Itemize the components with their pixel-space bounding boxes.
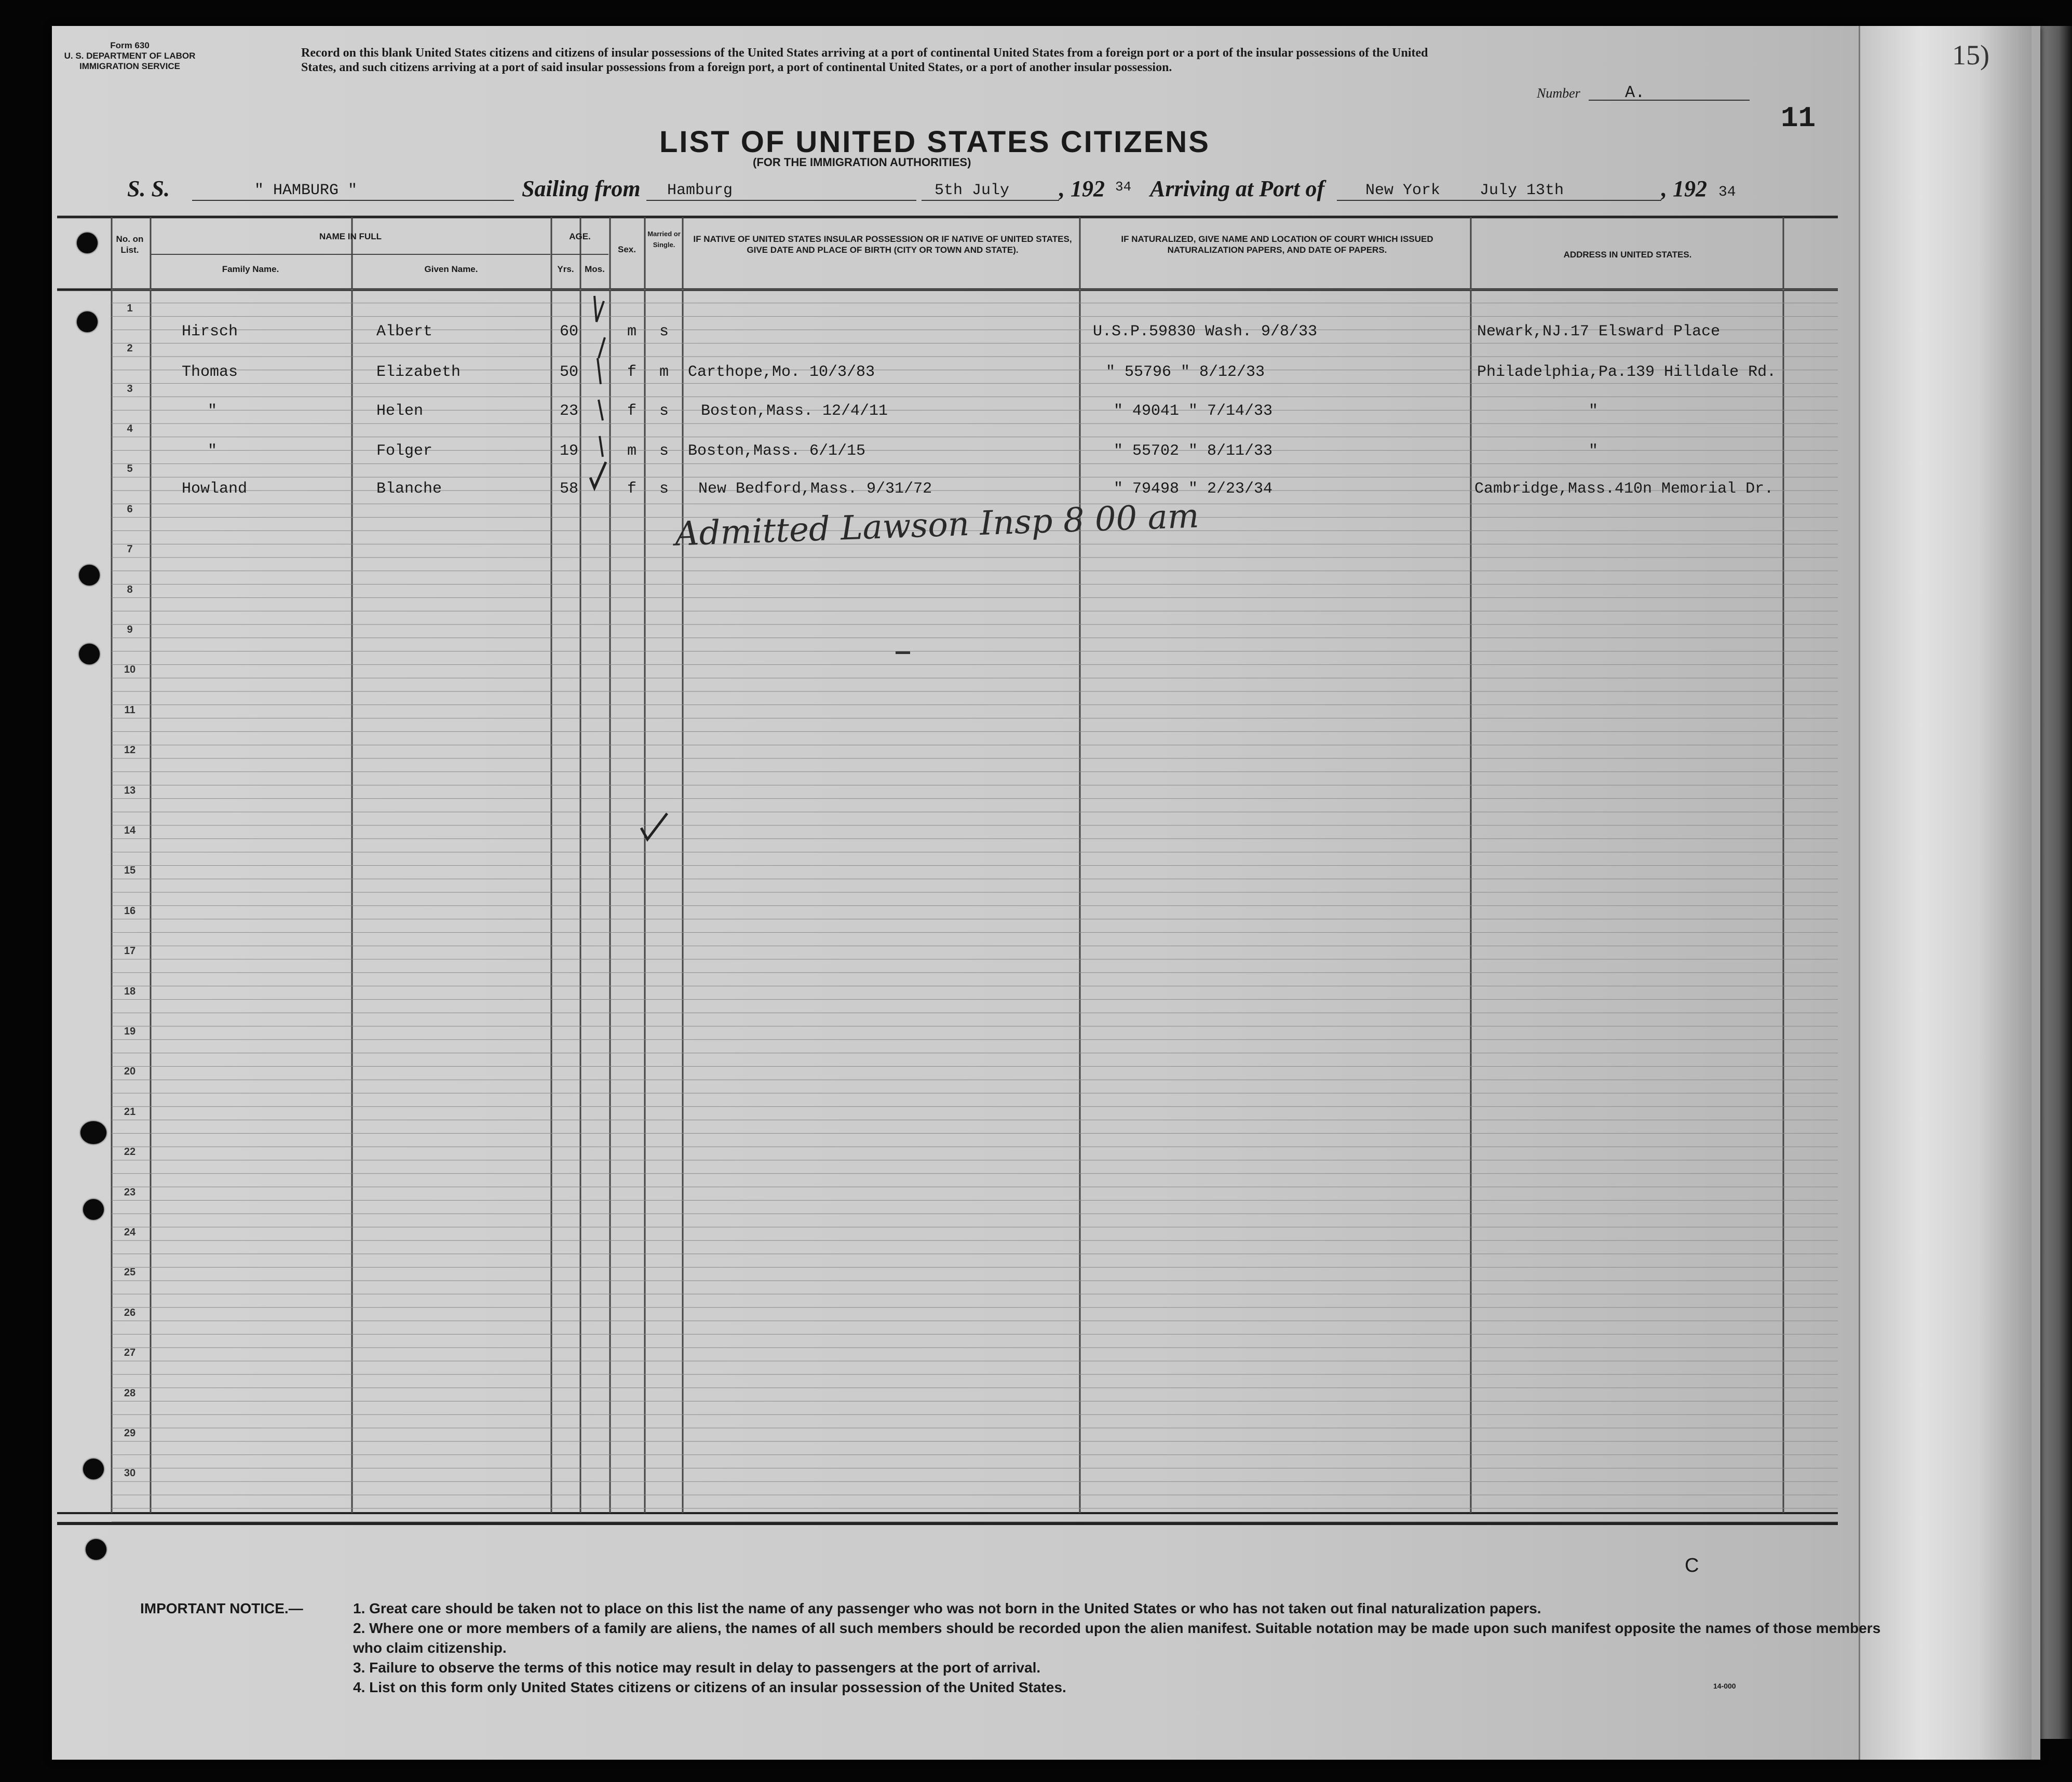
marital-status: s xyxy=(659,442,669,460)
row-number: 3 xyxy=(127,383,133,395)
row-number: 15 xyxy=(124,865,136,877)
given-name: Helen xyxy=(376,402,424,420)
row-number: 23 xyxy=(124,1186,136,1198)
header-family-name: Family Name. xyxy=(222,264,279,274)
header-yrs: Yrs. xyxy=(557,264,574,274)
form-number: Form 630 xyxy=(110,40,150,50)
age-years: 23 xyxy=(560,402,579,420)
number-value: A. xyxy=(1625,83,1645,102)
marital-status: m xyxy=(659,363,669,381)
binder-hole-icon xyxy=(86,1539,106,1560)
marital-status: s xyxy=(659,323,669,341)
naturalization-info: " 55702 " 8/11/33 xyxy=(1114,442,1273,460)
family-name: " xyxy=(208,442,218,460)
corner-handwritten-note: 15) xyxy=(1952,39,1989,71)
row-number: 6 xyxy=(127,503,133,515)
given-name: Elizabeth xyxy=(376,363,461,381)
notice-item: 2. Where one or more members of a family are aliens, the names of all such members should be recorded upon the alien manifest. Suitable notation may be made upon such manifest opposite the names of those members who claim citizenship. xyxy=(353,1620,1881,1656)
header-name-in-full: NAME IN FULL xyxy=(319,232,382,241)
binder-hole-icon xyxy=(80,1121,106,1144)
binder-hole-icon xyxy=(79,565,100,586)
row-number: 12 xyxy=(124,744,136,756)
naturalization-info: " 49041 " 7/14/33 xyxy=(1114,402,1273,420)
binder-hole-icon xyxy=(77,311,98,332)
sex: f xyxy=(627,480,637,498)
row-number: 22 xyxy=(124,1146,136,1158)
age-years: 19 xyxy=(560,442,579,460)
sex: m xyxy=(627,323,637,341)
row-number: 30 xyxy=(124,1467,136,1479)
birth-place-date: Boston,Mass. 12/4/11 xyxy=(701,402,888,420)
marital-status: s xyxy=(659,402,669,420)
binder-hole-icon xyxy=(83,1199,104,1220)
checkmark-icon xyxy=(590,462,606,488)
checkmark-icon xyxy=(600,436,603,457)
sex: f xyxy=(627,363,637,381)
department-name: U. S. DEPARTMENT OF LABOR xyxy=(64,51,196,61)
given-name: Folger xyxy=(376,442,433,460)
arrival-date: July 13th xyxy=(1480,182,1564,199)
row-number: 18 xyxy=(124,985,136,997)
notice-item: 4. List on this form only United States citizens or citizens of an insular possession of the United States. xyxy=(353,1679,1066,1695)
checkmark-icon xyxy=(599,400,603,420)
row-number: 27 xyxy=(124,1347,136,1359)
ss-label: S. S. xyxy=(127,176,170,201)
row-number: 7 xyxy=(127,543,133,555)
stray-mark: C xyxy=(1685,1555,1699,1576)
row-number: 24 xyxy=(124,1226,136,1238)
birth-place-date: Carthope,Mo. 10/3/83 xyxy=(688,363,875,381)
row-number: 11 xyxy=(124,704,136,716)
row-number: 9 xyxy=(127,623,133,635)
family-name: Howland xyxy=(182,480,248,498)
row-number: 5 xyxy=(127,463,133,475)
us-address: Philadelphia,Pa.139 Hilldale Rd. xyxy=(1477,363,1777,381)
form-code: 14-000 xyxy=(1713,1682,1736,1690)
row-number: 10 xyxy=(124,664,136,676)
row-number: 4 xyxy=(127,423,133,434)
naturalization-info: " 55796 " 8/12/33 xyxy=(1106,363,1265,381)
binder-hole-icon xyxy=(83,1459,104,1479)
naturalization-info: " 79498 " 2/23/34 xyxy=(1114,480,1273,498)
family-name: Thomas xyxy=(182,363,238,381)
handwritten-admission-note: Admitted Lawson Insp 8 00 am xyxy=(674,497,1200,554)
header-address: ADDRESS IN UNITED STATES. xyxy=(1563,250,1692,260)
arrival-year-prefix: , 192 xyxy=(1661,176,1707,201)
row-number: 17 xyxy=(124,945,136,957)
header-given-name: Given Name. xyxy=(424,264,478,274)
birth-place-date: Boston,Mass. 6/1/15 xyxy=(688,442,866,460)
us-address: Newark,NJ.17 Elsward Place xyxy=(1477,323,1721,341)
checkmark-icon xyxy=(598,337,605,384)
sailing-port: Hamburg xyxy=(667,182,733,199)
page-title: LIST OF UNITED STATES CITIZENS xyxy=(659,125,1210,159)
row-number: 21 xyxy=(124,1106,136,1118)
service-name: IMMIGRATION SERVICE xyxy=(79,61,180,71)
stray-checkmark-icon xyxy=(636,807,678,849)
naturalization-info: U.S.P.59830 Wash. 9/8/33 xyxy=(1093,323,1318,341)
given-name: Blanche xyxy=(376,480,442,498)
row-number: 1 xyxy=(127,302,133,314)
arrival-year-suffix: 34 xyxy=(1718,184,1736,200)
header-no: No. on List. xyxy=(116,234,144,255)
header-mos: Mos. xyxy=(585,264,605,274)
marital-status: s xyxy=(659,480,669,498)
binder-hole-icon xyxy=(79,644,100,664)
header-naturalized: IF NATURALIZED, GIVE NAME AND LOCATION OF COURT WHICH ISSUED NATURALIZATION PAPERS, AND DATE OF PAPERS. xyxy=(1121,234,1433,255)
row-number: 25 xyxy=(124,1267,136,1278)
sex: f xyxy=(627,402,637,420)
us-address: " xyxy=(1589,402,1599,420)
birth-place-date: New Bedford,Mass. 9/31/72 xyxy=(698,480,932,498)
notice-item: 3. Failure to observe the terms of this notice may result in delay to passengers at the port of arrival. xyxy=(353,1659,1041,1676)
sailing-label: Sailing from xyxy=(522,176,641,201)
row-number: 13 xyxy=(124,784,136,796)
form-instruction: Record on this blank United States citizens and citizens of insular possessions of the United States arriving at a port of continental United States from a foreign port or a port of the insular possessions of the United States, and such citizens arriving at a port of said insular possessions from a foreign port, a port of continental United States, or a port of another insular possession. xyxy=(301,46,1428,74)
header-married-single: Married or Single. xyxy=(647,230,681,249)
family-name: " xyxy=(208,402,218,420)
header-sex: Sex. xyxy=(618,244,636,254)
row-number: 19 xyxy=(124,1025,136,1037)
stray-dash-mark xyxy=(896,651,910,654)
row-number: 28 xyxy=(124,1387,136,1399)
us-address: Cambridge,Mass.410n Memorial Dr. xyxy=(1474,480,1774,498)
binder-hole-icon xyxy=(77,233,98,253)
checkmark-icon xyxy=(594,296,604,322)
number-label: Number xyxy=(1537,86,1580,101)
age-years: 50 xyxy=(560,363,579,381)
page-number: 11 xyxy=(1781,102,1816,135)
row-number: 29 xyxy=(124,1427,136,1439)
age-years: 58 xyxy=(560,480,579,498)
row-number: 8 xyxy=(127,583,133,595)
checkmarks-column xyxy=(574,280,615,498)
family-name: Hirsch xyxy=(182,323,238,341)
notice-heading: IMPORTANT NOTICE.— xyxy=(140,1600,303,1616)
ship-name: " HAMBURG " xyxy=(254,182,358,199)
arriving-label: Arriving at Port of xyxy=(1150,176,1325,201)
row-number: 16 xyxy=(124,905,136,917)
row-number: 14 xyxy=(124,824,136,836)
us-address: " xyxy=(1589,442,1599,460)
given-name: Albert xyxy=(376,323,433,341)
sailing-year-suffix: 34 xyxy=(1115,179,1132,195)
row-number: 2 xyxy=(127,343,133,355)
age-years: 60 xyxy=(560,323,579,341)
sailing-year-prefix: , 192 xyxy=(1059,176,1105,201)
sex: m xyxy=(627,442,637,460)
row-number: 20 xyxy=(124,1066,136,1078)
row-number: 26 xyxy=(124,1307,136,1318)
header-native: IF NATIVE OF UNITED STATES INSULAR POSSESSION OR IF NATIVE OF UNITED STATES, GIVE DATE AND PLACE OF BIRTH (CITY OR TOWN AND STATE). xyxy=(693,234,1072,255)
page-subtitle: (FOR THE IMMIGRATION AUTHORITIES) xyxy=(753,156,971,169)
notice-item: 1. Great care should be taken not to place on this list the name of any passenger who was not born in the United States or who has not taken out final naturalization papers. xyxy=(353,1600,1541,1616)
header-age: AGE. xyxy=(569,232,591,241)
arrival-port: New York xyxy=(1365,182,1441,199)
sailing-date: 5th July xyxy=(935,182,1010,199)
